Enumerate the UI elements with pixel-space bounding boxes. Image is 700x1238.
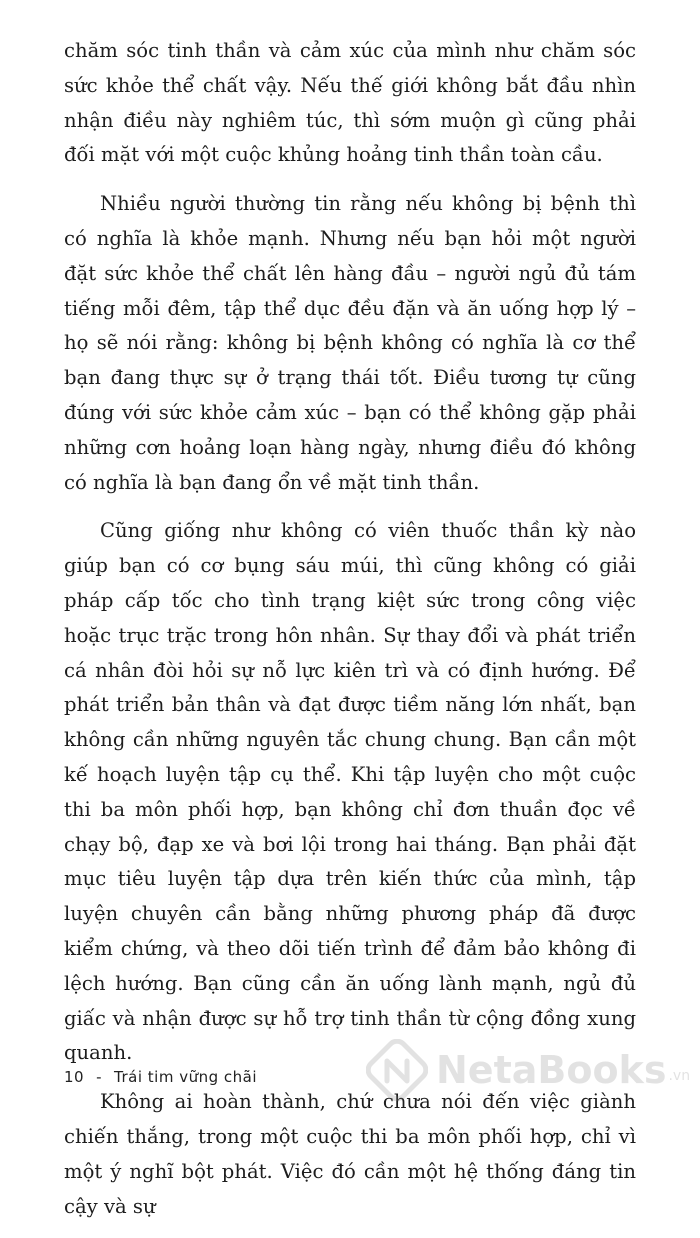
netabooks-logo-icon [366, 1039, 428, 1101]
footer-separator: - [96, 1068, 103, 1086]
paragraph-3: Cũng giống như không có viên thuốc thần kỳ nào giúp bạn có cơ bụng sáu múi, thì cũng không có giải pháp cấp tốc cho tình trạng kiệt sức trong công việc hoặc trục trặc trong hôn nhân. Sự thay đổi và phát triển cá nhân đòi hỏi sự nỗ lực kiên trì và có định hướng. Để phát triển bản thân và đạt được tiềm năng lớn nhất, bạn không cần những nguyên tắc chung chung. Bạn cần một kế hoạch luyện tập cụ thể. Khi tập luyện cho một cuộc thi ba môn phối hợp, bạn không chỉ đơn thuần đọc về chạy bộ, đạp xe và bơi lội trong hai tháng. Bạn phải đặt mục tiêu luyện tập dựa trên kiến thức của mình, tập luyện chuyên cần bằng những phương pháp đã được kiểm chứng, và theo dõi tiến trình để đảm bảo không đi lệch hướng. Bạn cũng cần ăn uống lành mạnh, ngủ đủ giấc và nhận được sự hỗ trợ tinh thần từ cộng đồng xung quanh. [64, 519, 636, 1065]
page-footer [64, 1068, 257, 1086]
watermark-name: NetaBooks [436, 1048, 667, 1092]
paragraph-4: Không ai hoàn thành, chứ chưa nói đến việc giành chiến thắng, trong một cuộc thi ba môn phối hợp, chỉ vì một ý nghĩ bột phát. Việc đó cần một hệ thống đáng tin cậy và sự [64, 1090, 636, 1218]
book-title: Trái tim vững chãi [114, 1068, 257, 1086]
paragraph-1: chăm sóc tinh thần và cảm xúc của mình như chăm sóc sức khỏe thể chất vậy. Nếu thế giới không bắt đầu nhìn nhận điều này nghiêm túc, thì sớm muộn gì cũng phải đối mặt với một cuộc khủng hoảng tinh thần toàn cầu. [64, 39, 636, 167]
watermark-tld: .vn [668, 1068, 691, 1084]
page-number: 10 [64, 1068, 85, 1086]
paragraph-2: Nhiều người thường tin rằng nếu không bị bệnh thì có nghĩa là khỏe mạnh. Nhưng nếu bạn hỏi một người đặt sức khỏe thể chất lên hàng đầu – người ngủ đủ tám tiếng mỗi đêm, tập thể dục đều đặn và ăn uống hợp lý – họ sẽ nói rằng: không bị bệnh không có nghĩa là cơ thể bạn đang thực sự ở trạng thái tốt. Điều tương tự cũng đúng với sức khỏe cảm xúc – bạn có thể không gặp phải những cơn hoảng loạn hàng ngày, nhưng điều đó không có nghĩa là bạn đang ổn về mặt tinh thần. [64, 192, 636, 494]
watermark [366, 1034, 690, 1106]
